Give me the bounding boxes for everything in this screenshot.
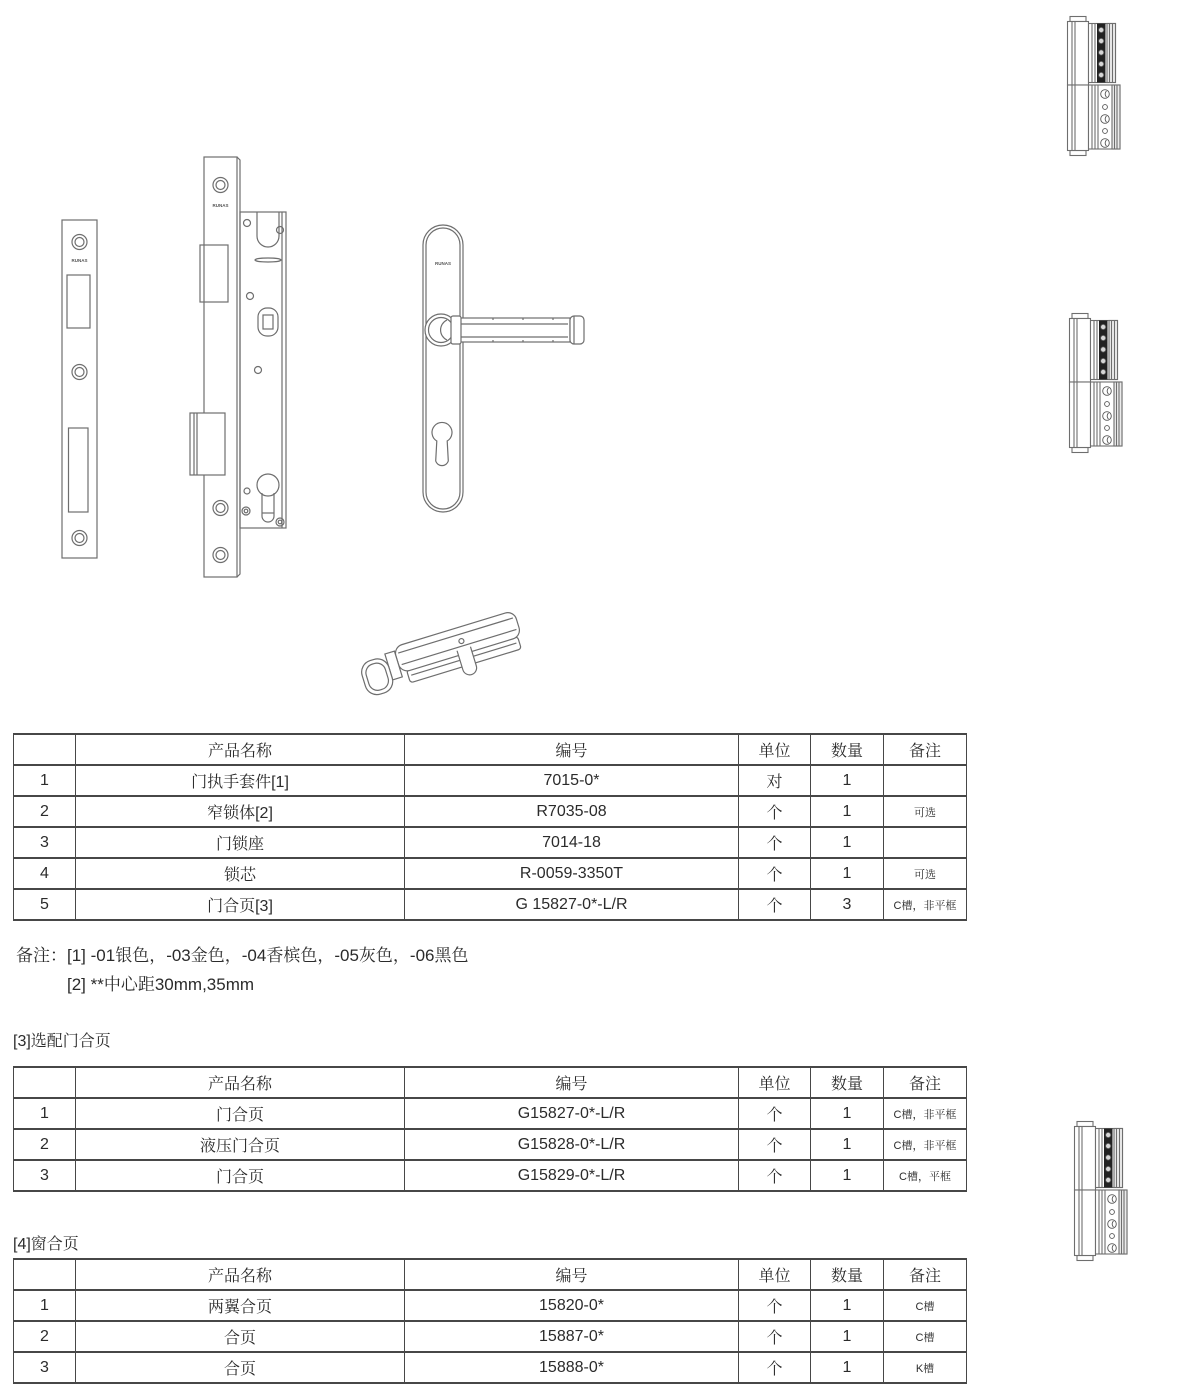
note-line-1: [1] -01银色，-03金色，-04香槟色，-05灰色，-06黑色 xyxy=(67,946,469,965)
code-cell: G15829-0*-L/R xyxy=(405,1160,739,1191)
table-row xyxy=(14,1129,967,1160)
header-quantity: 数量 xyxy=(811,1259,884,1290)
main-parts-table xyxy=(13,733,967,921)
door-hinge-drawing-top xyxy=(1064,15,1126,157)
code-cell: 15820-0* xyxy=(405,1290,739,1321)
header-remark: 备注 xyxy=(884,1067,967,1098)
header-index xyxy=(14,1259,76,1290)
row-index-cell: 3 xyxy=(14,1352,76,1383)
quantity-cell: 1 xyxy=(811,1129,884,1160)
row-index-cell: 2 xyxy=(14,1129,76,1160)
quantity-cell: 1 xyxy=(811,827,884,858)
header-product-name: 产品名称 xyxy=(76,1067,405,1098)
row-index-cell: 4 xyxy=(14,858,76,889)
row-index-cell: 2 xyxy=(14,796,76,827)
optional-door-hinge-table xyxy=(13,1066,967,1192)
strike-plate-drawing xyxy=(53,216,103,564)
remark-cell xyxy=(884,765,967,796)
lock-cylinder-drawing xyxy=(358,593,543,718)
quantity-cell: 1 xyxy=(811,1098,884,1129)
table-row xyxy=(14,765,967,796)
row-index-cell: 1 xyxy=(14,765,76,796)
code-cell: 7014-18 xyxy=(405,827,739,858)
row-index-cell: 3 xyxy=(14,1160,76,1191)
table-row xyxy=(14,827,967,858)
table-row xyxy=(14,858,967,889)
section-heading-door-hinges: [3]选配门合页 xyxy=(13,1033,111,1050)
header-code: 编号 xyxy=(405,1067,739,1098)
quantity-cell: 1 xyxy=(811,1352,884,1383)
lock-body-drawing xyxy=(183,148,308,603)
table-row xyxy=(14,1160,967,1191)
row-index-cell: 2 xyxy=(14,1321,76,1352)
product-name-cell: 门执手套件[1] xyxy=(76,765,405,796)
unit-cell: 对 xyxy=(739,765,811,796)
unit-cell: 个 xyxy=(739,858,811,889)
table-header-row xyxy=(14,734,967,765)
remark-cell: C槽，非平框 xyxy=(884,1129,967,1160)
remark-cell xyxy=(884,827,967,858)
header-index xyxy=(14,1067,76,1098)
header-unit: 单位 xyxy=(739,1259,811,1290)
code-cell: 15888-0* xyxy=(405,1352,739,1383)
header-unit: 单位 xyxy=(739,734,811,765)
remark-cell: 可选 xyxy=(884,858,967,889)
table-row xyxy=(14,889,967,920)
unit-cell: 个 xyxy=(739,796,811,827)
brand-logo-text: RUNAS xyxy=(71,258,88,263)
note-line-2: [2] **中心距30mm,35mm xyxy=(67,975,255,994)
product-name-cell: 门合页[3] xyxy=(76,889,405,920)
header-product-name: 产品名称 xyxy=(76,734,405,765)
table-header-row xyxy=(14,1067,967,1098)
header-remark: 备注 xyxy=(884,1259,967,1290)
brand-logo-text: RUNAS xyxy=(212,203,229,208)
door-handle-drawing xyxy=(403,213,603,523)
remark-cell: C槽，平框 xyxy=(884,1160,967,1191)
product-name-cell: 合页 xyxy=(76,1352,405,1383)
product-name-cell: 两翼合页 xyxy=(76,1290,405,1321)
code-cell: G 15827-0*-L/R xyxy=(405,889,739,920)
product-name-cell: 门合页 xyxy=(76,1098,405,1129)
window-hinge-table xyxy=(13,1258,967,1384)
table-row xyxy=(14,1098,967,1129)
code-cell: R-0059-3350T xyxy=(405,858,739,889)
header-remark: 备注 xyxy=(884,734,967,765)
product-name-cell: 液压门合页 xyxy=(76,1129,405,1160)
quantity-cell: 3 xyxy=(811,889,884,920)
table-row xyxy=(14,796,967,827)
remark-cell: C槽，非平框 xyxy=(884,889,967,920)
quantity-cell: 1 xyxy=(811,858,884,889)
unit-cell: 个 xyxy=(739,889,811,920)
quantity-cell: 1 xyxy=(811,796,884,827)
code-cell: G15827-0*-L/R xyxy=(405,1098,739,1129)
unit-cell: 个 xyxy=(739,1352,811,1383)
header-quantity: 数量 xyxy=(811,1067,884,1098)
header-product-name: 产品名称 xyxy=(76,1259,405,1290)
product-name-cell: 合页 xyxy=(76,1321,405,1352)
header-code: 编号 xyxy=(405,734,739,765)
remark-cell: C槽 xyxy=(884,1290,967,1321)
header-index xyxy=(14,734,76,765)
table-row xyxy=(14,1290,967,1321)
quantity-cell: 1 xyxy=(811,1321,884,1352)
row-index-cell: 5 xyxy=(14,889,76,920)
door-hinge-drawing-middle xyxy=(1066,312,1128,454)
table-row xyxy=(14,1321,967,1352)
header-code: 编号 xyxy=(405,1259,739,1290)
row-index-cell: 3 xyxy=(14,827,76,858)
notes-block xyxy=(16,941,468,999)
product-name-cell: 门合页 xyxy=(76,1160,405,1191)
code-cell: 7015-0* xyxy=(405,765,739,796)
unit-cell: 个 xyxy=(739,827,811,858)
section-heading-window-hinges: [4]窗合页 xyxy=(13,1236,79,1253)
row-index-cell: 1 xyxy=(14,1290,76,1321)
quantity-cell: 1 xyxy=(811,1160,884,1191)
remark-cell: C槽 xyxy=(884,1321,967,1352)
unit-cell: 个 xyxy=(739,1160,811,1191)
product-name-cell: 窄锁体[2] xyxy=(76,796,405,827)
quantity-cell: 1 xyxy=(811,765,884,796)
code-cell: 15887-0* xyxy=(405,1321,739,1352)
table-header-row xyxy=(14,1259,967,1290)
remark-cell: C槽，非平框 xyxy=(884,1098,967,1129)
quantity-cell: 1 xyxy=(811,1290,884,1321)
unit-cell: 个 xyxy=(739,1290,811,1321)
unit-cell: 个 xyxy=(739,1098,811,1129)
brand-logo-text: RUNAS xyxy=(434,261,452,266)
window-hinge-drawing xyxy=(1071,1120,1133,1262)
header-unit: 单位 xyxy=(739,1067,811,1098)
unit-cell: 个 xyxy=(739,1129,811,1160)
header-quantity: 数量 xyxy=(811,734,884,765)
code-cell: G15828-0*-L/R xyxy=(405,1129,739,1160)
unit-cell: 个 xyxy=(739,1321,811,1352)
code-cell: R7035-08 xyxy=(405,796,739,827)
table-row xyxy=(14,1352,967,1383)
remark-cell: 可选 xyxy=(884,796,967,827)
product-name-cell: 门锁座 xyxy=(76,827,405,858)
notes-label: 备注： xyxy=(16,946,67,965)
remark-cell: K槽 xyxy=(884,1352,967,1383)
product-name-cell: 锁芯 xyxy=(76,858,405,889)
row-index-cell: 1 xyxy=(14,1098,76,1129)
